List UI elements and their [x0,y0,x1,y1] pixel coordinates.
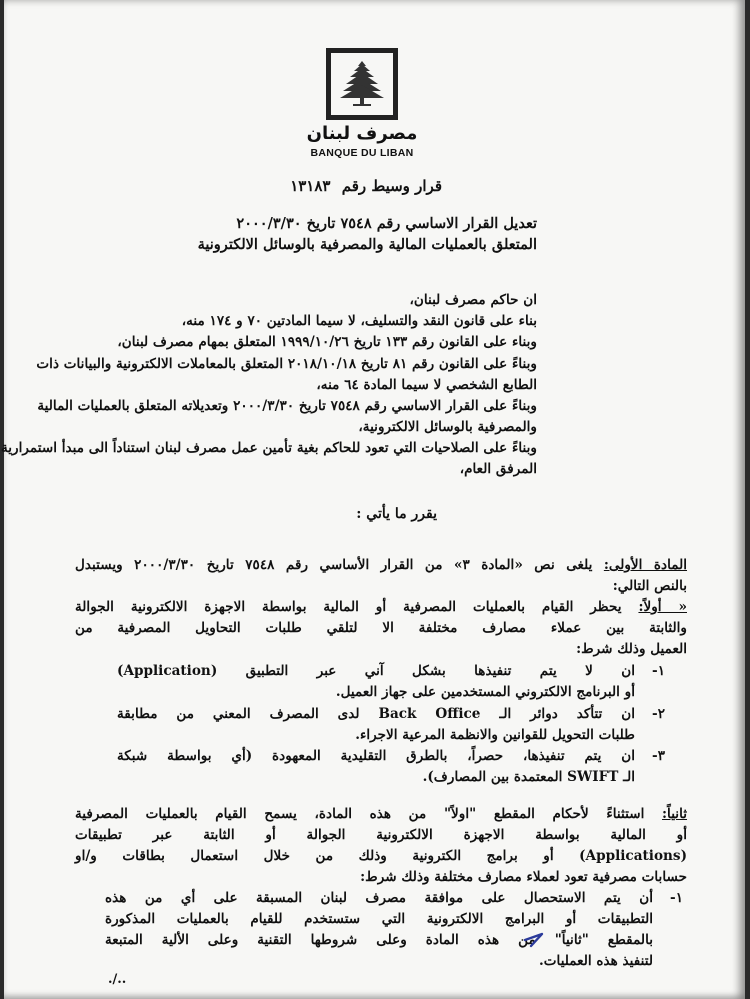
first-paragraph-line-3: العميل وذلك شرط: [576,641,687,657]
decides-heading: يقرر ما يأتي : [356,506,437,522]
first-item-2-line-1: ان تتأكد دوائر الـ Back Office لدى المصرف المعني من مطابقة [117,706,635,722]
article-1-intro-line-2: بالنص التالي: [612,578,687,594]
continued-marker: ./.. [108,972,127,987]
second-text-1: استثناءً لأحكام المقطع "اولاً" من هذه المادة، يسمح القيام بالعمليات المصرفية [75,806,645,822]
decision-title [290,177,442,195]
decision-label: قرار وسيط رقم [341,177,442,195]
second-label: ثانياً: [662,806,688,822]
bank-name-french: BANQUE DU LIBAN [310,147,414,159]
preamble-line: وبناء على القانون رقم ١٣٣ تاريخ ١٩٩٩/١٠/٢٦ المتعلق بمهام مصرف لبنان، [117,334,537,350]
second-item-1-line-2: التطبيقات أو البرامج الالكترونية التي ستستخدم للقيام بالعمليات المذكورة [105,911,653,927]
preamble-line: وبناءً على القانون رقم ٨١ تاريخ ٢٠١٨/١٠/١٨ المتعلق بالمعاملات الالكترونية والبيانات ذات [36,356,537,372]
pen-mark-icon [522,930,548,948]
second-paragraph-line-4: حسابات مصرفية تعود لعملاء مصارف مختلفة وذلك شرط: [360,869,687,885]
second-item-1-number: ١- [670,890,683,906]
preamble-line: ان حاكم مصرف لبنان، [409,292,537,308]
preamble-line: وبناءً على القرار الاساسي رقم ٧٥٤٨ تاريخ ٢٠٠٠/٣/٣٠ وتعديلاته المتعلق بالعمليات المالية [37,398,537,414]
second-item-1-line-1: أن يتم الاستحصال على موافقة مصرف لبنان المسبقة على أي من هذه [105,890,653,906]
first-item-2-line-2: طلبات التحويل للقوانين والانظمة المرعية الاجراء. [355,727,635,743]
subject-line-1: تعديل القرار الاساسي رقم ٧٥٤٨ تاريخ ٢٠٠٠/٣/٣٠ [236,215,537,232]
bank-name-arabic: مصرف لبنان [306,123,418,144]
decision-number: ١٣١٨٣ [290,177,331,195]
second-paragraph-line-2: أو المالية بواسطة الاجهزة الالكترونية الجوالة أو الثابتة عبر تطبيقات [75,827,687,843]
first-item-3-line-1: ان يتم تنفيذها، حصراً، بالطرق التقليدية المعهودة (أي بواسطة شبكة [117,748,635,764]
article-1-intro-text: يلغى نص «المادة ٣» من القرار الأساسي رقم ٧٥٤٨ تاريخ ٢٠٠٠/٣/٣٠ ويستبدل [75,557,593,573]
article-1-intro [75,557,687,573]
first-item-3-number: ٣- [652,748,665,764]
article-1-label: المادة الأولى: [603,557,688,573]
second-item-1-line-3: بالمقطع "ثانياً" من هذه المادة وعلى شروطها التقنية وعلى الألية المتبعة [105,932,653,948]
preamble-line: والمصرفية بالوسائل الالكترونية، [358,419,537,435]
cedar-tree-icon [339,59,385,109]
first-text-1: يحظر القيام بالعمليات المصرفية أو المالية بواسطة الاجهزة الالكترونية الجوالة [75,599,622,615]
preamble-line: بناء على قانون النقد والتسليف، لا سيما المادتين ٧٠ و ١٧٤ منه، [181,313,537,329]
cedar-logo [326,48,398,120]
subject-line-2: المتعلق بالعمليات المالية والمصرفية بالوسائل الالكترونية [197,236,537,253]
preamble-line: المرفق العام، [459,461,537,477]
first-item-1-line-2: أو البرنامج الالكتروني المستخدمين على جهاز العميل. [335,684,635,700]
second-item-1-line-4: لتنفيذ هذه العمليات. [539,953,653,969]
first-item-2-number: ٢- [652,706,665,722]
preamble-line: وبناءً على الصلاحيات التي تعود للحاكم بغية تأمين عمل مصرف لبنان استناداً الى مبدأ استمرارية [0,440,537,456]
second-paragraph-line-3: (Applications) أو برامج الكترونية وذلك من خلال استعمال بطاقات و/او [75,848,687,864]
second-paragraph-line-1 [75,806,687,822]
first-label: « أولاً: [638,599,687,615]
preamble-line: الطابع الشخصي لا سيما المادة ٦٤ منه، [316,377,537,393]
first-item-1-line-1: ان لا يتم تنفيذها بشكل آني عبر التطبيق (Application) [117,663,635,679]
first-paragraph-line-1 [75,599,687,615]
first-paragraph-line-2: والثابتة بين عملاء مصارف مختلفة الا لتلقي طلبات التحاويل المصرفية من [75,620,687,636]
first-item-3-line-2: الـ SWIFT المعتمدة بين المصارف). [422,769,635,785]
first-item-1-number: ١- [652,663,665,679]
